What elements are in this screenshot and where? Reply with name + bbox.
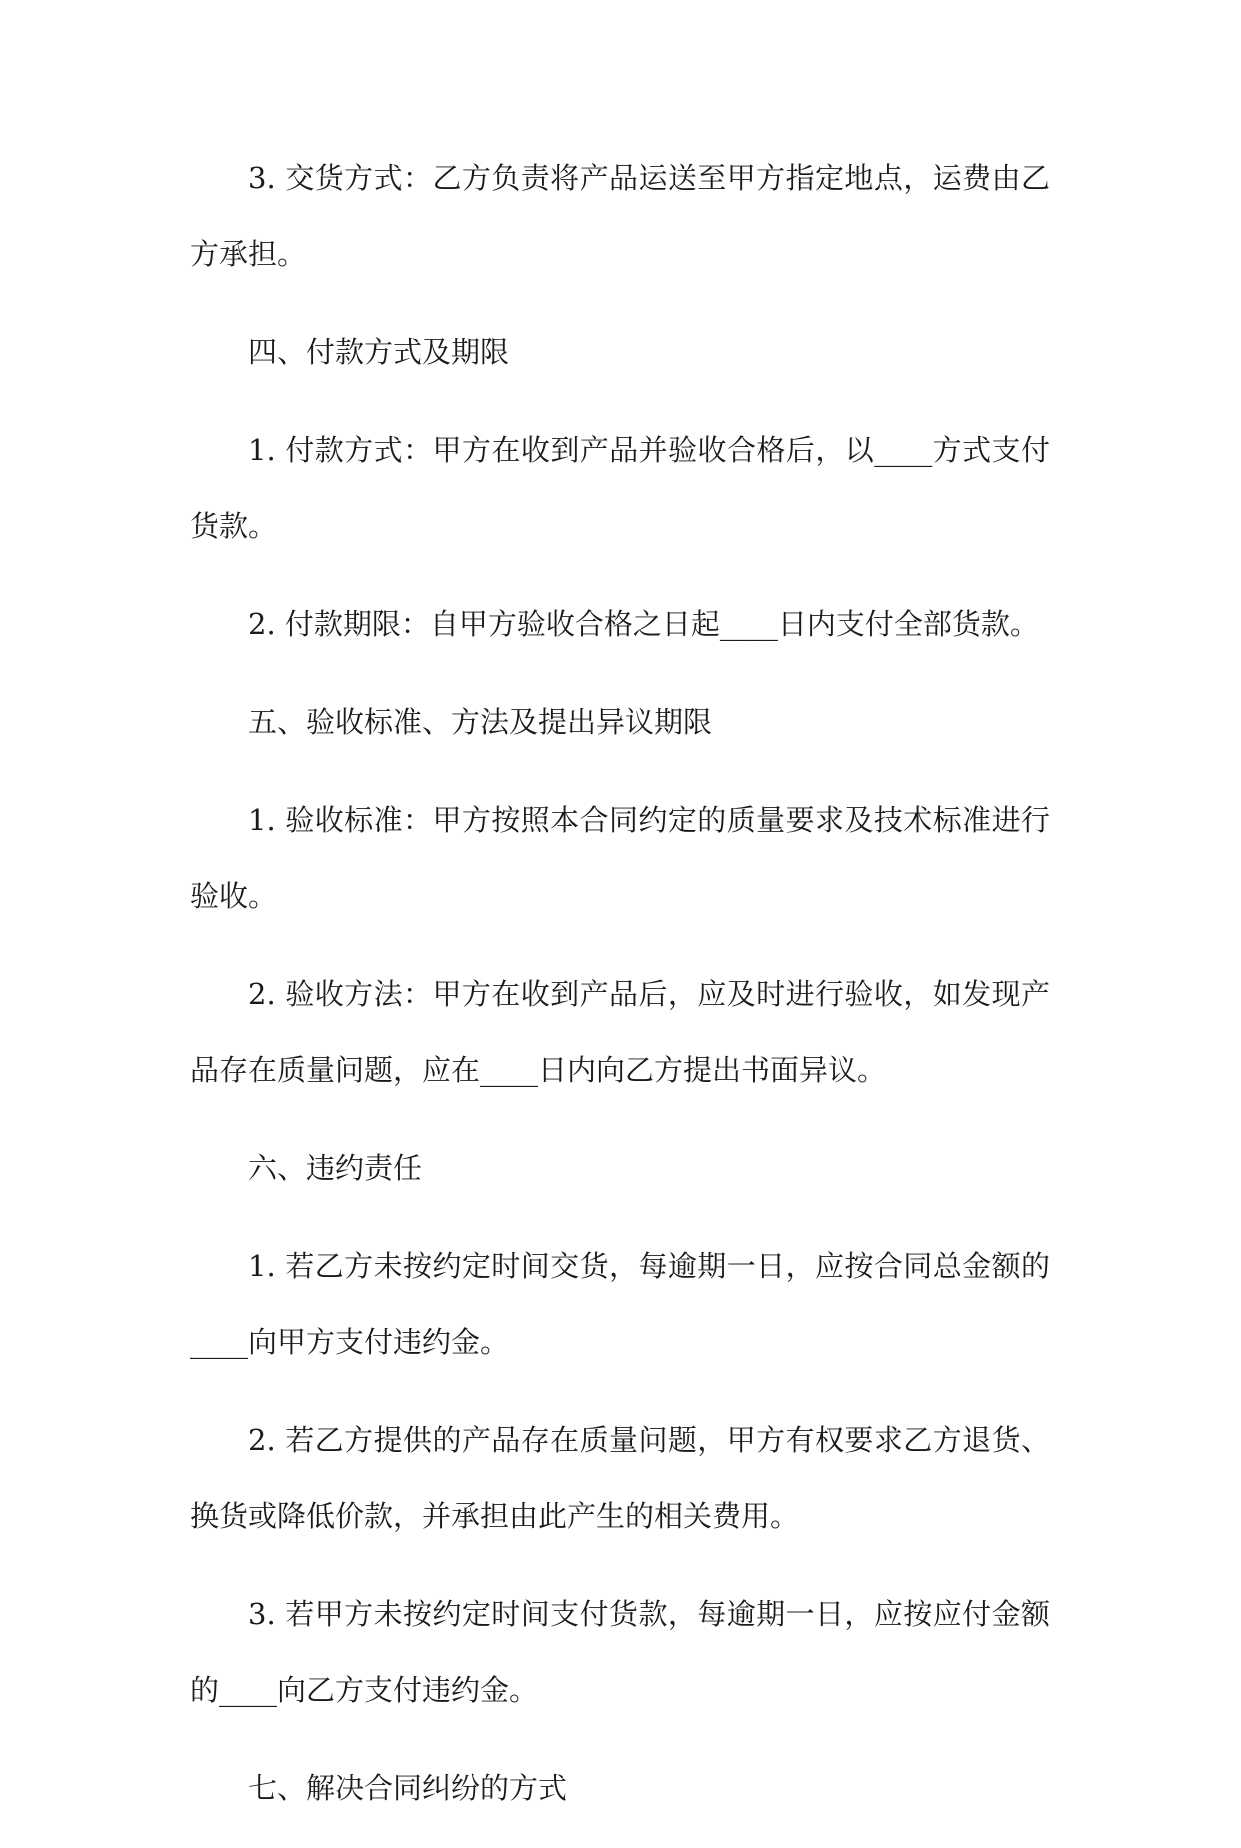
section-heading-acceptance: 五、验收标准、方法及提出异议期限: [248, 705, 713, 739]
clause-late-payment: 3. 若甲方未按约定时间支付货款，每逾期一日，应按应付金额的____向乙方支付违约金。: [190, 1597, 1050, 1707]
clause-quality-issue: 2. 若乙方提供的产品存在质量问题，甲方有权要求乙方退货、换货或降低价款，并承担由此产生的相关费用。: [190, 1423, 1050, 1533]
section-heading-liability: 六、违约责任: [248, 1151, 423, 1185]
clause-payment-deadline: 2. 付款期限：自甲方验收合格之日起____日内支付全部货款。: [248, 607, 1039, 641]
section-heading-dispute: 七、解决合同纠纷的方式: [248, 1771, 568, 1805]
clause-acceptance-method: 2. 验收方法：甲方在收到产品后，应及时进行验收，如发现产品存在质量问题，应在____日内向乙方提出书面异议。: [190, 977, 1050, 1087]
section-heading-payment: 四、付款方式及期限: [248, 335, 510, 369]
clause-delivery-method: 3. 交货方式：乙方负责将产品运送至甲方指定地点，运费由乙方承担。: [190, 161, 1050, 271]
clause-late-delivery: 1. 若乙方未按约定时间交货，每逾期一日，应按合同总金额的____向甲方支付违约金。: [190, 1249, 1050, 1359]
clause-acceptance-standard: 1. 验收标准：甲方按照本合同约定的质量要求及技术标准进行验收。: [190, 803, 1050, 913]
document-body: [190, 140, 1050, 1848]
clause-payment-method: 1. 付款方式：甲方在收到产品并验收合格后，以____方式支付货款。: [190, 433, 1050, 543]
